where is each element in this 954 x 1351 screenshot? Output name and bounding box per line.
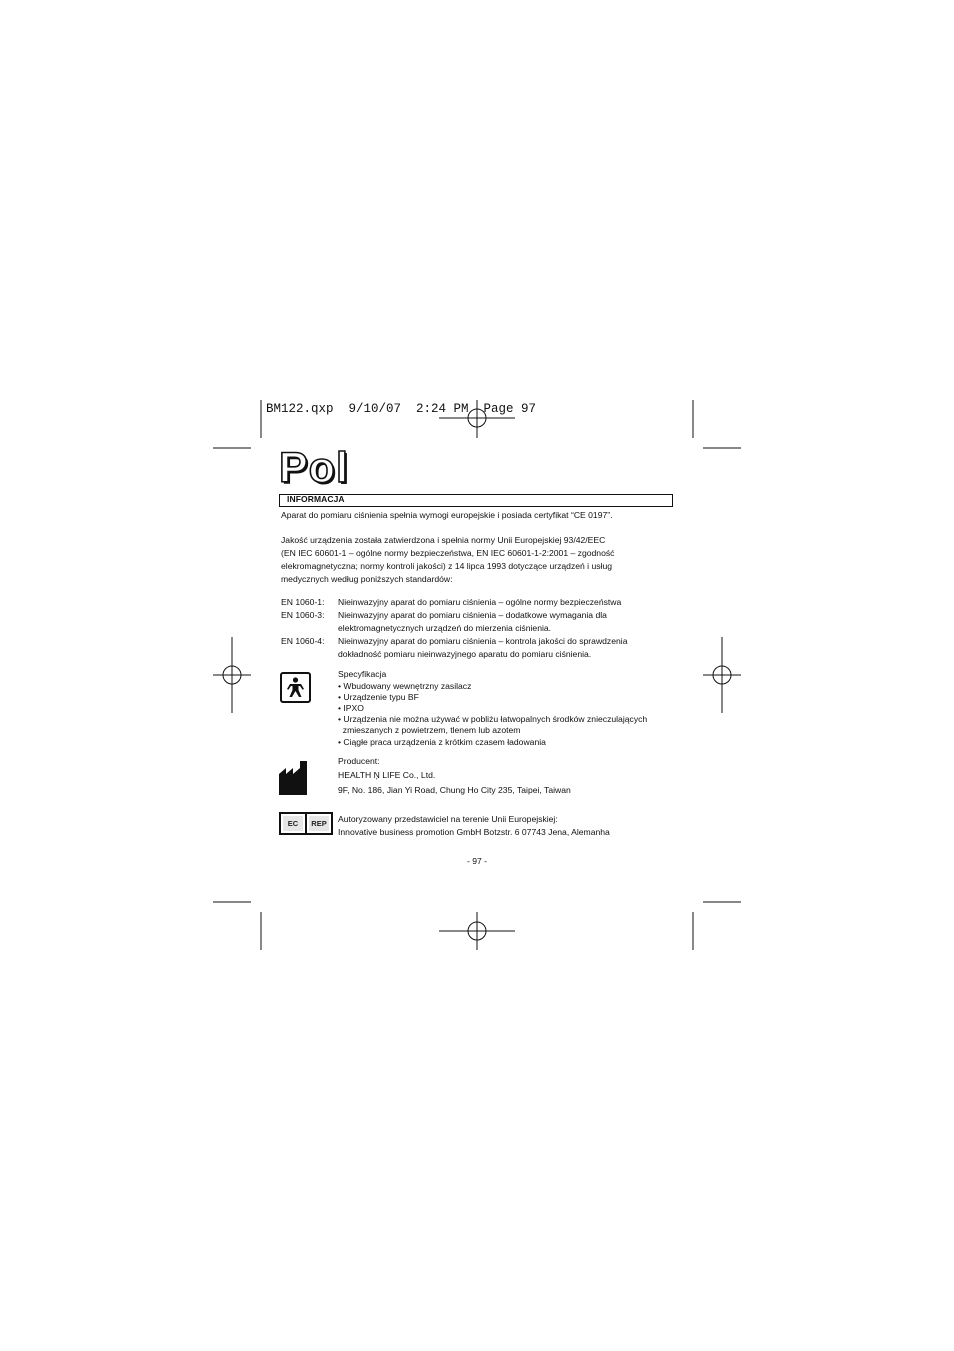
standard-code: EN 1060-3: xyxy=(281,610,325,620)
standard-description: dokładność pomiaru nieinwazyjnego aparatu do pomiaru ciśnienia. xyxy=(338,649,592,659)
standard-description: Nieinwazyjny aparat do pomiaru ciśnienia – dodatkowe wymagania dla xyxy=(338,610,607,620)
manufacturer-icon xyxy=(278,760,308,796)
quality-line-3: elekromagnetyczna; normy kontroli jakości) z 14 lipca 1993 dotyczące urządzeń i usług xyxy=(281,561,613,571)
section-title: INFORMACJA xyxy=(287,494,345,504)
rep-label: REP xyxy=(309,816,329,831)
spec-item: • Wbudowany wewnętrzny zasilacz xyxy=(338,681,472,691)
quality-line-1: Jakość urządzenia została zatwierdzona i spełnia normy Unii Europejskiej 93/42/EEC xyxy=(281,535,606,545)
spec-item: • Urządzenia nie można używać w pobliżu łatwopalnych środków znieczulających xyxy=(338,714,648,724)
standard-description: elektromagnetycznych urządzeń do mierzenia ciśnienia. xyxy=(338,623,552,633)
quality-line-2: (EN IEC 60601-1 – ogólne normy bezpieczeństwa, EN IEC 60601-1-2:2001 – zgodność xyxy=(281,548,615,558)
manufacturer-label: Producent: xyxy=(338,756,380,766)
spec-item: zmieszanych z powietrzem, tlenem lub azotem xyxy=(338,725,521,735)
standard-code: EN 1060-4: xyxy=(281,636,325,646)
person-icon xyxy=(282,674,309,701)
ec-rep-badge xyxy=(279,812,333,835)
standard-description: Nieinwazyjny aparat do pomiaru ciśnienia – ogólne normy bezpieczeństwa xyxy=(338,597,622,607)
ec-rep-label: Autoryzowany przedstawiciel na terenie Unii Europejskiej: xyxy=(338,814,558,824)
standard-code: EN 1060-1: xyxy=(281,597,325,607)
standard-description: Nieinwazyjny aparat do pomiaru ciśnienia – kontrola jakości do sprawdzenia xyxy=(338,636,628,646)
ec-label: EC xyxy=(283,816,303,831)
badge-divider xyxy=(305,814,307,833)
intro-text: Aparat do pomiaru ciśnienia spełnia wymogi europejskie i posiada certyfikat “CE 0197”. xyxy=(281,510,613,520)
type-bf-icon xyxy=(280,672,311,703)
manufacturer-address: 9F, No. 186, Jian Yi Road, Chung Ho City 235, Taipei, Taiwan xyxy=(338,785,571,795)
manufacturer-name: HEALTH Ņ LIFE Co., Ltd. xyxy=(338,770,436,780)
specs-title: Specyfikacja xyxy=(338,669,387,679)
spec-item: • Urządzenie typu BF xyxy=(338,692,419,702)
page-number: - 97 - xyxy=(466,856,488,866)
print-slug: BM122.qxp 9/10/07 2:24 PM Page 97 xyxy=(266,402,537,416)
spec-item: • IPXO xyxy=(338,703,364,713)
ec-rep-address: Innovative business promotion GmbH Botzstr. 6 07743 Jena, Alemanha xyxy=(338,827,610,837)
section-header xyxy=(279,494,673,507)
spec-item: • Ciągłe praca urządzenia z krótkim czasem ładowania xyxy=(338,737,546,747)
quality-line-4: medycznych według poniższych standardów: xyxy=(281,574,453,584)
language-heading: Pol xyxy=(279,444,349,492)
